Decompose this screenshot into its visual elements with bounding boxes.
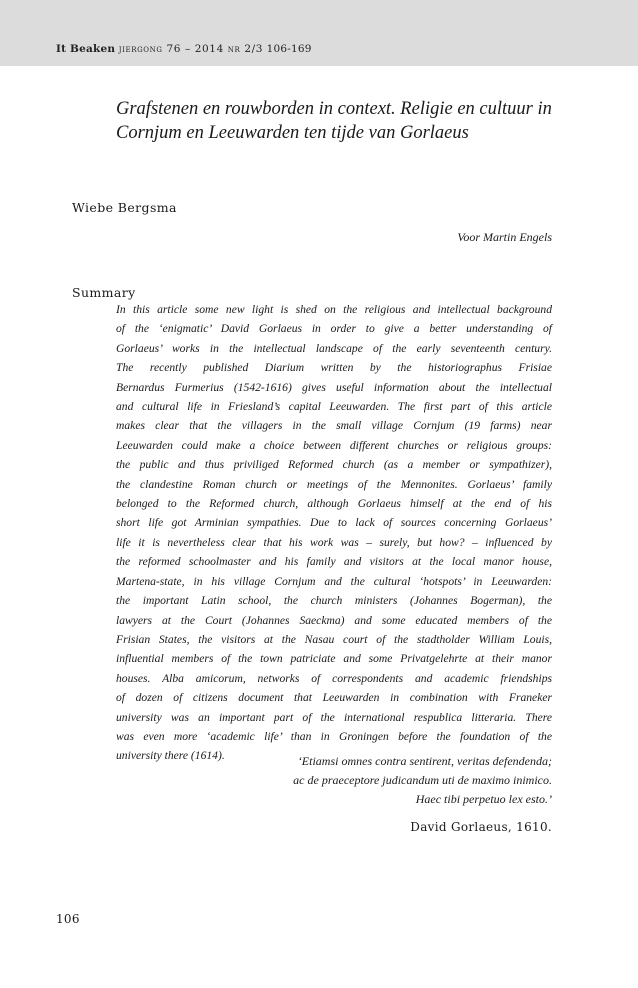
summary-line: life it is nevertheless clear that his work was – surely, but how? – influenced by (116, 535, 552, 549)
epigraph-line: ac de praeceptore judicandum uti de maximo inimico. (293, 773, 552, 787)
summary-line: makes clear that the villagers in the small village Cornjum (19 farms) near (116, 419, 552, 433)
summary-body (116, 300, 552, 766)
summary-line: the reformed schoolmaster and his family and visitors at the local manor house, (116, 555, 552, 569)
summary-line: belonged to the Reformed church, although Gorlaeus himself at the end of his (116, 497, 552, 511)
journal-name: It Beaken (56, 43, 116, 55)
title-line: Cornjum en Leeuwarden ten tijde van Gorlaeus (116, 123, 469, 143)
summary-line: Gorlaeus’ works in the intellectual landscape of the early seventeenth century. (116, 341, 552, 355)
summary-line: of the ‘enigmatic’ David Gorlaeus in order to give a better understanding of (116, 322, 552, 336)
summary-line: of dozen of citizens document that Leeuwarden in combination with Franeker (116, 691, 552, 705)
summary-line: The recently published Diarium written by the historiographus Frisiae (116, 361, 552, 375)
page-number: 106 (56, 912, 80, 926)
summary-line: Martena-state, in his village Cornjum and the cultural ‘hotspots’ in Leeuwarden: (116, 574, 552, 588)
summary-line: and cultural life in Friesland’s capital Leeuwarden. The first part of this article (116, 400, 552, 414)
summary-line: In this article some new light is shed on the religious and intellectual background (116, 303, 552, 316)
epigraph-source: David Gorlaeus, 1610. (410, 820, 552, 834)
summary-line: was even more ‘academic life’ than in Groningen before the foundation of the (116, 729, 552, 743)
summary-line: Frisian States, the visitors at the Nasau court of the stadtholder William Louis, (116, 632, 552, 646)
running-head (56, 43, 312, 55)
dedication: Voor Martin Engels (457, 230, 552, 244)
article-title (116, 97, 576, 145)
summary-heading: Summary (72, 285, 136, 300)
summary-line: lawyers at the Court (Johannes Saeckma) and some educated members of the (116, 613, 552, 627)
page-range: 106-169 (266, 43, 312, 55)
summary-line: university was an important part of the international respublica litteraria. There (116, 710, 552, 724)
summary-line: the clandestine Roman church or meetings of the Mennonites. Gorlaeus’ family (116, 477, 552, 491)
epigraph (293, 752, 552, 809)
header-band (0, 0, 638, 66)
author-name: Wiebe Bergsma (72, 200, 177, 215)
summary-line: the important Latin school, the church ministers (Johannes Bogerman), the (116, 594, 552, 608)
summary-line: university there (1614). (116, 749, 225, 763)
summary-line: houses. Alba amicorum, networks of correspondents and academic friendships (116, 671, 552, 685)
summary-line: influential members of the town patriciate and some Privatgelehrte at their manor (116, 652, 552, 666)
summary-line: the public and thus priviliged Reformed church (as a member or sympathizer), (116, 458, 552, 472)
epigraph-line: ‘Etiamsi omnes contra sentirent, veritas defendenda; (297, 754, 552, 768)
journal-volume: jiergong 76 – 2014 nr 2/3 (118, 43, 264, 55)
epigraph-line: Haec tibi perpetuo lex esto.’ (415, 792, 552, 806)
title-line: Grafstenen en rouwborden in context. Religie en cultuur in (116, 99, 552, 119)
summary-line: short life got Arminian sympathies. Due to lack of sources concerning Gorlaeus’ (116, 516, 552, 530)
summary-line: Leeuwarden could make a choice between different churches or religious groups: (116, 438, 552, 452)
summary-line: Bernardus Furmerius (1542-1616) gives useful information about the intellectual (116, 380, 552, 394)
